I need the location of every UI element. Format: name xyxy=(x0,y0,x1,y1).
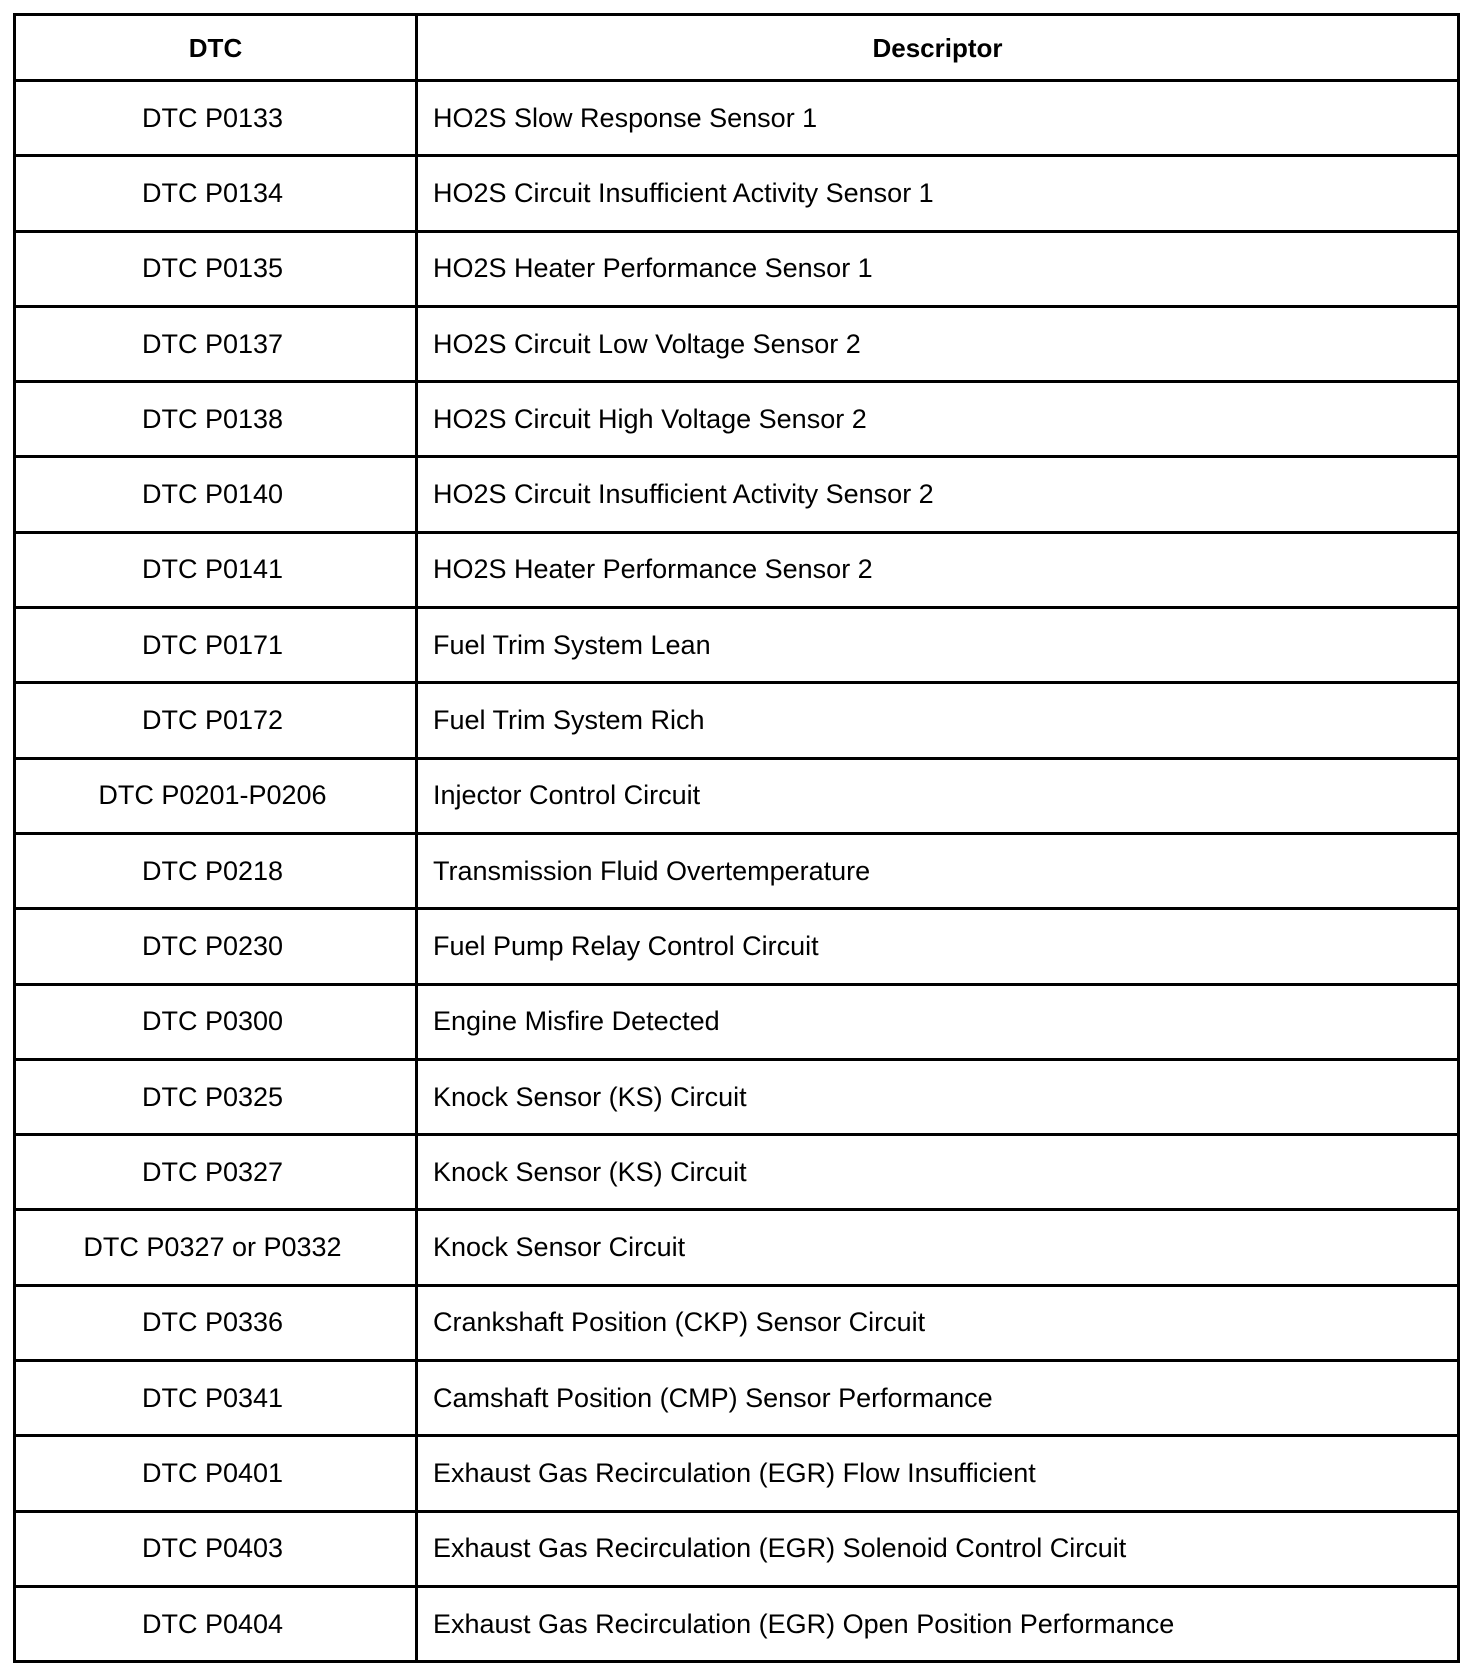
table-row xyxy=(15,909,1459,984)
dtc-descriptor-cell: HO2S Circuit Low Voltage Sensor 2 xyxy=(417,306,1459,381)
dtc-code-cell: DTC P0171 xyxy=(15,608,417,683)
table-row xyxy=(15,984,1459,1059)
dtc-descriptor-cell: HO2S Circuit Insufficient Activity Sensor 2 xyxy=(417,457,1459,532)
dtc-code-cell: DTC P0325 xyxy=(15,1059,417,1134)
dtc-descriptor-cell: HO2S Heater Performance Sensor 1 xyxy=(417,231,1459,306)
dtc-code-cell: DTC P0404 xyxy=(15,1586,417,1661)
table-header xyxy=(15,15,1459,81)
table-row xyxy=(15,608,1459,683)
table-row xyxy=(15,156,1459,231)
dtc-code-cell: DTC P0201-P0206 xyxy=(15,758,417,833)
dtc-code-cell: DTC P0138 xyxy=(15,382,417,457)
dtc-descriptor-cell: Crankshaft Position (CKP) Sensor Circuit xyxy=(417,1285,1459,1360)
dtc-descriptor-cell: Knock Sensor (KS) Circuit xyxy=(417,1059,1459,1134)
header-row xyxy=(15,15,1459,81)
dtc-descriptor-cell: HO2S Slow Response Sensor 1 xyxy=(417,81,1459,156)
dtc-code-cell: DTC P0141 xyxy=(15,532,417,607)
column-header-descriptor: Descriptor xyxy=(417,15,1459,81)
dtc-descriptor-cell: HO2S Heater Performance Sensor 2 xyxy=(417,532,1459,607)
dtc-descriptor-cell: Exhaust Gas Recirculation (EGR) Flow Insufficient xyxy=(417,1436,1459,1511)
table-row xyxy=(15,532,1459,607)
dtc-table xyxy=(13,13,1460,1663)
table-row xyxy=(15,457,1459,532)
dtc-code-cell: DTC P0327 xyxy=(15,1135,417,1210)
dtc-descriptor-cell: HO2S Circuit High Voltage Sensor 2 xyxy=(417,382,1459,457)
table-row xyxy=(15,231,1459,306)
dtc-descriptor-cell: Knock Sensor (KS) Circuit xyxy=(417,1135,1459,1210)
table-row xyxy=(15,382,1459,457)
table-body xyxy=(15,81,1459,1662)
dtc-code-cell: DTC P0403 xyxy=(15,1511,417,1586)
dtc-code-cell: DTC P0135 xyxy=(15,231,417,306)
dtc-descriptor-cell: Camshaft Position (CMP) Sensor Performance xyxy=(417,1361,1459,1436)
dtc-code-cell: DTC P0218 xyxy=(15,833,417,908)
dtc-code-cell: DTC P0140 xyxy=(15,457,417,532)
dtc-descriptor-cell: Exhaust Gas Recirculation (EGR) Open Position Performance xyxy=(417,1586,1459,1661)
dtc-descriptor-cell: Injector Control Circuit xyxy=(417,758,1459,833)
dtc-descriptor-cell: Exhaust Gas Recirculation (EGR) Solenoid Control Circuit xyxy=(417,1511,1459,1586)
dtc-code-cell: DTC P0134 xyxy=(15,156,417,231)
column-header-dtc: DTC xyxy=(15,15,417,81)
table-row xyxy=(15,683,1459,758)
dtc-code-cell: DTC P0341 xyxy=(15,1361,417,1436)
table-row xyxy=(15,1511,1459,1586)
table-row xyxy=(15,306,1459,381)
dtc-descriptor-cell: Knock Sensor Circuit xyxy=(417,1210,1459,1285)
table-row xyxy=(15,1361,1459,1436)
dtc-code-cell: DTC P0137 xyxy=(15,306,417,381)
dtc-descriptor-cell: Fuel Trim System Rich xyxy=(417,683,1459,758)
dtc-code-cell: DTC P0230 xyxy=(15,909,417,984)
dtc-code-cell: DTC P0133 xyxy=(15,81,417,156)
table-row xyxy=(15,1436,1459,1511)
dtc-descriptor-cell: Engine Misfire Detected xyxy=(417,984,1459,1059)
dtc-code-cell: DTC P0327 or P0332 xyxy=(15,1210,417,1285)
dtc-code-cell: DTC P0172 xyxy=(15,683,417,758)
table-row xyxy=(15,758,1459,833)
table-row xyxy=(15,1135,1459,1210)
dtc-descriptor-cell: Fuel Trim System Lean xyxy=(417,608,1459,683)
table-row xyxy=(15,1285,1459,1360)
table-row xyxy=(15,1586,1459,1661)
table-row xyxy=(15,1059,1459,1134)
table-row xyxy=(15,833,1459,908)
table-row xyxy=(15,81,1459,156)
dtc-code-cell: DTC P0300 xyxy=(15,984,417,1059)
table-row xyxy=(15,1210,1459,1285)
dtc-descriptor-cell: HO2S Circuit Insufficient Activity Sensor 1 xyxy=(417,156,1459,231)
dtc-descriptor-cell: Fuel Pump Relay Control Circuit xyxy=(417,909,1459,984)
dtc-descriptor-cell: Transmission Fluid Overtemperature xyxy=(417,833,1459,908)
dtc-code-cell: DTC P0401 xyxy=(15,1436,417,1511)
dtc-code-cell: DTC P0336 xyxy=(15,1285,417,1360)
